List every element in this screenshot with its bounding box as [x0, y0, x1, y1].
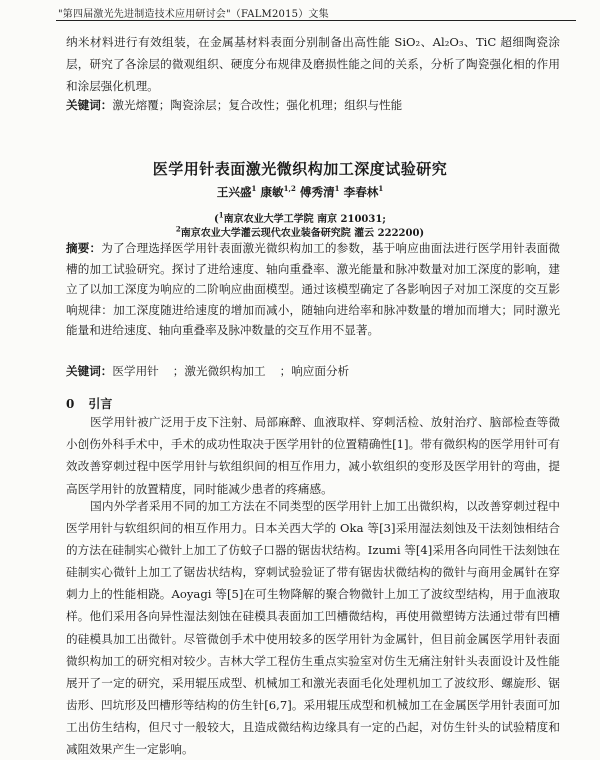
affiliation-1: ($^1$南京农业大学工学院 南京 210031;	[213, 210, 386, 225]
author-sup: 1	[378, 184, 384, 194]
previous-abstract-tail: 纳米材料进行有效组装，在金属基材料表面分别制备出高性能 SiO₂、Al₂O₃、TiC 超细陶瓷涂层，研究了各涂层的微观组织、硬度分布规律及磨损性能之间的关系，分析了陶瓷强化相的作用和涂层强化机理。	[66, 35, 560, 94]
affiliation-text: 南京农业大学灌云现代农业装备研究院 灌云 222200	[180, 228, 420, 239]
author-sup: 1,2	[283, 184, 296, 194]
section-title: 引言	[88, 397, 113, 411]
section-number: 0	[66, 397, 75, 411]
author-name: 王兴盛	[216, 185, 252, 199]
keywords: 关键词：医学用针 ；激光微织构加工 ；响应面分析	[66, 364, 350, 378]
author-sup: 1	[251, 184, 257, 194]
keyword-item: 响应面分析	[291, 364, 350, 378]
running-header: "第四届激光先进制造技术应用研讨会"（FALM2015）文集	[58, 9, 329, 20]
affiliation-2: $^2$南京农业大学灌云现代农业装备研究院 灌云 222200)	[175, 224, 425, 239]
intro-paragraph-1-text: 医学用针被广泛用于皮下注射、局部麻醉、血液取样、穿刺活检、放射治疗、脑部检查等微小创伤外科手术中，手术的成功性取决于医学用针的位置精确性[1]。带有微织构的医学用针可有效改善穿刺过程中医学用针与软组织间的相互作用力，减小软组织的变形及医学用针的弯曲，提高医学用针的放置精度，同时能减少患者的疼痛感。	[66, 415, 560, 496]
abstract	[66, 238, 560, 341]
author-sup: 1	[334, 184, 340, 194]
intro-paragraph-1	[66, 411, 560, 500]
author-name: 康敏	[260, 185, 284, 199]
keyword-item: 医学用针	[112, 364, 159, 378]
abstract-text: 为了合理选择医学用针表面激光微织构加工的参数，基于响应曲面法进行医学用针表面微槽的加工试验研究。探讨了进给速度、轴向重叠率、激光能量和脉冲数量对加工深度的影响，建立了以加工深度为响应的二阶响应曲面模型。通过该模型确定了各影响因子对加工深度的交互影响规律：加工深度随进给速度的增加而减小，随轴向进给率和脉冲数量的增加而增大；同时激光能量和进给速度、轴向重叠率及脉冲数量的交互作用不显著。	[66, 241, 560, 338]
keyword-item: 激光微织构加工	[184, 364, 266, 378]
keywords-label: 关键词：	[66, 364, 113, 378]
paper-title: 医学用针表面激光微织构加工深度试验研究	[152, 160, 448, 178]
header-rule	[56, 20, 576, 21]
section-heading	[66, 395, 126, 412]
intro-paragraph-2-text: 国内外学者采用不同的加工方法在不同类型的医学用针上加工出微织构，以改善穿刺过程中医学用针与软组织间的相互作用力。日本关西大学的 Oka 等[3]采用湿法刻蚀及干法刻蚀相结合的方法在硅制实心微针上加工了仿蚊子口器的锯齿状结构。Izumi 等[4]采用各向同性干法刻蚀在硅制实心微针上加工了锯齿状结构，穿刺试验验证了带有锯齿状微结构的微针与商用金属针在穿刺力上的性能相跷。Aoyagi 等[5]在可生物降解的聚合物微针上加工了波纹型结构，用于血液取样。他们采用各向异性湿法刻蚀在硅模具表面加工凹槽微结构，再使用微塑铸方法通过带有凹槽的硅模具加工出微针。尽管微创手术中使用较多的医学用针为金属针，但目前金属医学用针表面微织构加工的研究相对较少。吉林大学工程仿生重点实验室对仿生无痛注射针头表面设计及性能展开了一定的研究，采用辊压成型、机械加工和激光表面毛化处理机加工了波纹形、螺旋形、锯齿形、凹坑形及凹槽形等结构的仿生针[6,7]。采用辊压成型和机械加工在金属医学用针表面可加工出仿生结构，但尺寸一般较大，且造成微结构边缘具有一定的凸起，对仿生针头的试验精度和减阻效果产生一定影响。	[66, 499, 560, 757]
previous-keywords-text: 激光熔覆；陶瓷涂层；复合改性；强化机理；组织与性能	[112, 98, 403, 112]
intro-paragraph-2	[66, 495, 560, 760]
previous-keywords-label: 关键词：	[66, 98, 113, 112]
affiliation-sup: 2	[175, 224, 181, 234]
author-name: 李春林	[343, 185, 379, 199]
author-name: 傅秀清	[299, 185, 335, 199]
affiliation-text: 南京农业大学工学院 南京 210031;	[223, 214, 386, 225]
affiliation-sup: 1	[218, 210, 224, 220]
previous-keywords	[66, 97, 402, 113]
author-list	[0, 184, 600, 200]
abstract-label: 摘要：	[66, 241, 102, 255]
